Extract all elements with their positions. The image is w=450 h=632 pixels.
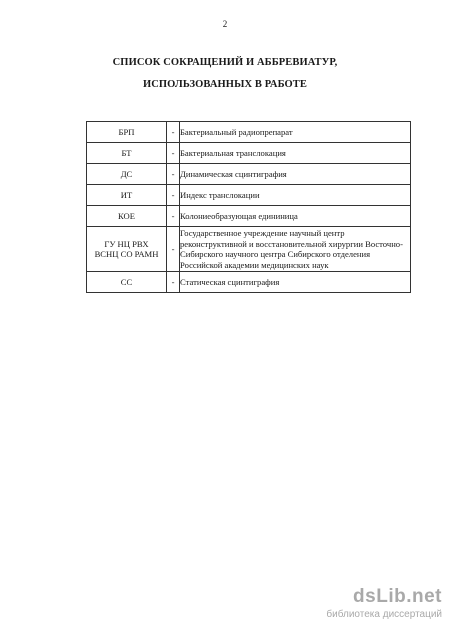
abbreviation-cell: КОЕ xyxy=(87,206,167,227)
table-row xyxy=(87,272,411,293)
table-row xyxy=(87,227,411,272)
dash-cell: - xyxy=(167,227,180,272)
abbreviation-line-1: ГУ НЦ РВХ xyxy=(104,238,149,249)
abbreviation-cell: ИТ xyxy=(87,185,167,206)
dash-cell: - xyxy=(167,122,180,143)
definition-cell: Индекс транслокации xyxy=(180,185,411,206)
abbreviation-cell: ДС xyxy=(87,164,167,185)
table-row xyxy=(87,122,411,143)
dash-cell: - xyxy=(167,272,180,293)
dslib-watermark xyxy=(267,586,442,622)
watermark-tagline: библиотека диссертаций xyxy=(326,609,442,620)
definition-cell: Бактериальная транслокация xyxy=(180,143,411,164)
page-title-line-2: ИСПОЛЬЗОВАННЫХ В РАБОТЕ xyxy=(142,79,308,90)
definition-cell: Государственное учреждение научный центр реконструктивной и восстановительной хирургии Восточно-Сибирского научного центра Сибирского отделения Российской академии медицинских наук xyxy=(180,227,411,272)
table-row xyxy=(87,143,411,164)
abbreviation-cell xyxy=(87,227,167,272)
abbreviation-cell: СС xyxy=(87,272,167,293)
table-row xyxy=(87,206,411,227)
page-number: 2 xyxy=(222,19,228,29)
abbreviation-cell: БТ xyxy=(87,143,167,164)
definition-cell: Бактериальный радиопрепарат xyxy=(180,122,411,143)
dash-cell: - xyxy=(167,185,180,206)
table-row xyxy=(87,185,411,206)
abbreviation-line-2: ВСНЦ СО РАМН xyxy=(94,249,159,259)
definition-cell: Динамическая сцинтиграфия xyxy=(180,164,411,185)
dash-cell: - xyxy=(167,206,180,227)
watermark-logo: dsLib.net xyxy=(353,586,442,607)
dash-cell: - xyxy=(167,164,180,185)
dash-cell: - xyxy=(167,143,180,164)
abbreviation-cell: БРП xyxy=(87,122,167,143)
definition-cell: Статическая сцинтиграфия xyxy=(180,272,411,293)
definition-cell: Колониеобразующая едининица xyxy=(180,206,411,227)
page-title-line-1: СПИСОК СОКРАЩЕНИЙ И АББРЕВИАТУР, xyxy=(112,57,338,68)
abbreviations-table xyxy=(86,121,411,293)
table-row xyxy=(87,164,411,185)
